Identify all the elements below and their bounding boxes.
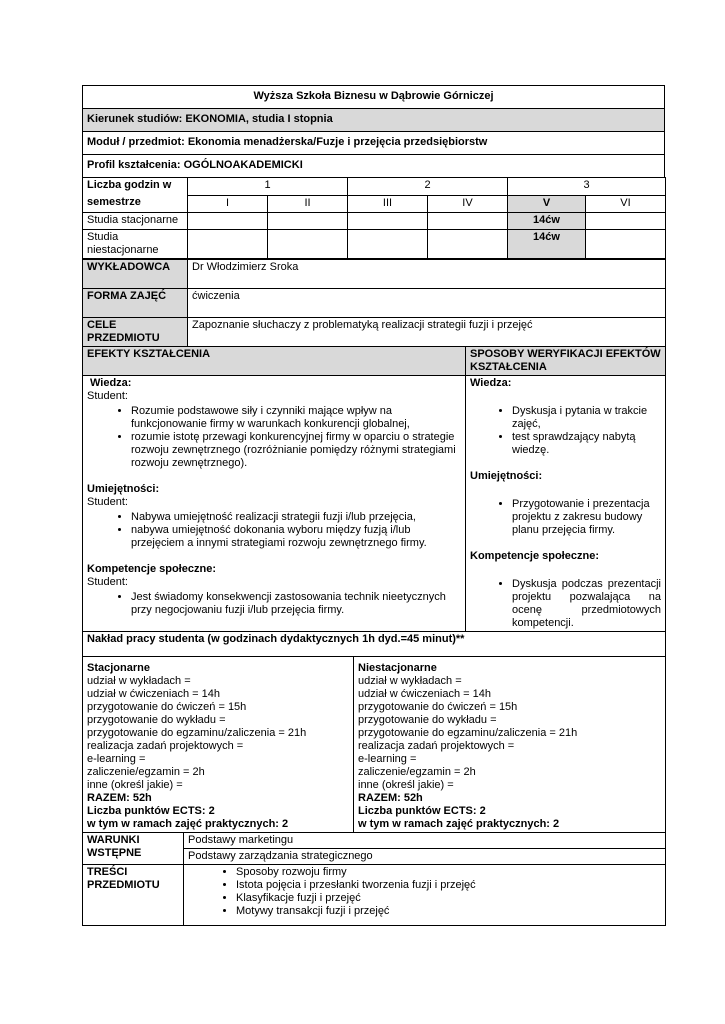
row-stacjonarne-label: Studia stacjonarne: [83, 213, 188, 230]
cell: [188, 213, 268, 230]
umiejetnosci-verif-list: [470, 498, 661, 537]
list-item: • Dyskusja podczas prezentacji projektu pozwalająca na ocenę przedmiotowych kompetencji.: [512, 578, 661, 630]
warunki-value: [184, 833, 666, 865]
cell-stacjonarne-v: 14ćw: [508, 213, 586, 230]
efekty-content: [83, 376, 466, 632]
year-3: 3: [508, 178, 666, 196]
semester-6: VI: [586, 195, 666, 213]
wiedza-verif-list: [470, 405, 661, 457]
workload-line: udział w wykładach =: [87, 675, 191, 687]
wykladowca-label: WYKŁADOWCA: [83, 259, 188, 289]
naklad-niestacjonarne: [354, 661, 666, 833]
list-item: • rozumie istotę przewagi konkurencyjnej firmy w oparciu o strategie rozwoju zewnętrznego (rozróżnianie pomiędzy różnymi strategiami rozwoju zewnętrznego).: [131, 431, 461, 470]
ects: Liczba punktów ECTS: 2: [358, 805, 486, 817]
workload-line: udział w ćwiczeniach = 14h: [358, 688, 491, 700]
cell: [586, 213, 666, 230]
workload-line: e-learning =: [87, 753, 146, 765]
workload-line: przygotowanie do ćwiczeń = 15h: [87, 701, 247, 713]
wykladowca-value: Dr Włodzimierz Sroka: [188, 259, 666, 289]
tresci-table: [82, 832, 666, 926]
weryfikacja-content: [466, 376, 666, 632]
cell: [348, 213, 428, 230]
naklad-header: Nakład pracy studenta (w godzinach dydaktycznych 1h dyd.=45 minut)**: [83, 632, 666, 657]
cele-label: CELE PRZEDMIOTU: [83, 318, 188, 347]
list-item: • Klasyfikacje fuzji i przejęć: [236, 892, 661, 905]
workload-line: przygotowanie do wykładu =: [358, 714, 497, 726]
wiedza-list: [87, 405, 461, 470]
forma-value: ćwiczenia: [188, 289, 666, 318]
razem: RAZEM: 52h: [87, 792, 152, 804]
list-item: • nabywa umiejętność dokonania wyboru między fuzją i/lub przejęciem a innymi strategiami rozwoju zewnętrznego firmy.: [131, 524, 461, 550]
workload-line: realizacja zadań projektowych =: [87, 740, 244, 752]
umiejetnosci-list: [87, 511, 461, 550]
warunki-label-2: WSTĘPNE: [87, 847, 142, 859]
profil-row: Profil kształcenia: OGÓLNOAKADEMICKI: [83, 155, 665, 178]
praktyczne: w tym w ramach zajęć praktycznych: 2: [87, 818, 289, 830]
warunki-label: [83, 833, 184, 865]
cell: [428, 213, 508, 230]
year-1: 1: [188, 178, 348, 196]
cell: [428, 230, 508, 259]
cell: [268, 230, 348, 259]
list-item: • Jest świadomy konsekwencji zastosowania technik nieetycznych przy negocjowaniu fuzji i/lub przejęcia firmy.: [131, 591, 461, 617]
cell: [188, 230, 268, 259]
warunek-line: Podstawy zarządzania strategicznego: [188, 850, 373, 862]
workload-line: zaliczenie/egzamin = 2h: [358, 766, 476, 778]
tresci-label-2: PRZEDMIOTU: [87, 879, 160, 891]
list-item: • Istota pojęcia i przesłanki tworzenia fuzji i przejęć: [236, 879, 661, 892]
semester-5: V: [508, 195, 586, 213]
student-label: Student:: [87, 496, 128, 508]
kompetencje-verif-list: [470, 578, 661, 630]
list-item: • Motywy transakcji fuzji i przejęć: [236, 905, 661, 918]
list-item: • Nabywa umiejętność realizacji strategii fuzji i/lub przejęcia,: [131, 511, 461, 524]
workload-line: e-learning =: [358, 753, 417, 765]
wiedza-label: Wiedza:: [90, 377, 132, 389]
year-2: 2: [348, 178, 508, 196]
ects: Liczba punktów ECTS: 2: [87, 805, 215, 817]
hours-label-2: semestrze: [83, 195, 188, 213]
workload-line: inne (określ jakie) =: [87, 779, 183, 791]
workload-line: udział w ćwiczeniach = 14h: [87, 688, 220, 700]
stacjonarne-title: Stacjonarne: [87, 662, 150, 674]
workload-line: realizacja zadań projektowych =: [358, 740, 515, 752]
workload-line: zaliczenie/egzamin = 2h: [87, 766, 205, 778]
workload-line: udział w wykładach =: [358, 675, 462, 687]
tresci-value: [184, 865, 666, 926]
cell: [586, 230, 666, 259]
umiejetnosci-verif-label: Umiejętności:: [470, 470, 543, 482]
kompetencje-verif-label: Kompetencje społeczne:: [470, 550, 599, 562]
list-item: • Rozumie podstawowe siły i czynniki mające wpływ na funkcjonowanie firmy w warunkach konkurencji globalnej,: [131, 405, 461, 431]
workload-line: przygotowanie do ćwiczeń = 15h: [358, 701, 518, 713]
student-label: Student:: [87, 390, 128, 402]
razem: RAZEM: 52h: [358, 792, 423, 804]
workload-line: przygotowanie do wykładu =: [87, 714, 226, 726]
kompetencje-label: Kompetencje społeczne:: [87, 563, 216, 575]
header-table: [82, 85, 665, 178]
efekty-table: [82, 346, 666, 632]
cell: [348, 230, 428, 259]
naklad-table: [82, 631, 666, 833]
semester-4: IV: [428, 195, 508, 213]
wiedza-verif-label: Wiedza:: [470, 377, 512, 389]
forma-label: FORMA ZAJĘĆ: [83, 289, 188, 318]
semester-1: I: [188, 195, 268, 213]
niestacjonarne-title: Niestacjonarne: [358, 662, 437, 674]
tresci-label-1: TREŚCI: [87, 866, 128, 878]
tresci-label: [83, 865, 184, 926]
umiejetnosci-label: Umiejętności:: [87, 483, 160, 495]
cele-value: Zapoznanie słuchaczy z problematyką realizacji strategii fuzji i przejęć: [188, 318, 666, 347]
list-item: • Dyskusja i pytania w trakcie zajęć,: [512, 405, 661, 431]
kierunek-row: Kierunek studiów: EKONOMIA, studia I stopnia: [83, 109, 665, 132]
workload-line: przygotowanie do egzaminu/zaliczenia = 21h: [358, 727, 578, 739]
semester-2: II: [268, 195, 348, 213]
cell: [268, 213, 348, 230]
workload-line: przygotowanie do egzaminu/zaliczenia = 21h: [87, 727, 307, 739]
hours-table: [82, 177, 666, 259]
praktyczne: w tym w ramach zajęć praktycznych: 2: [358, 818, 560, 830]
info-table: [82, 258, 666, 347]
syllabus-sheet: [82, 85, 665, 926]
semester-3: III: [348, 195, 428, 213]
row-niestacjonarne-label: Studia niestacjonarne: [83, 230, 188, 259]
weryfikacja-header: SPOSOBY WERYFIKACJI EFEKTÓW KSZTAŁCENIA: [466, 347, 666, 376]
modul-row: Moduł / przedmiot: Ekonomia menadżerska/Fuzje i przejęcia przedsiębiorstw: [83, 132, 665, 155]
tresci-list: [188, 866, 661, 918]
cell-niestacjonarne-v: 14ćw: [508, 230, 586, 259]
list-item: • test sprawdzający nabytą wiedzę.: [512, 431, 661, 457]
warunek-line: Podstawy marketingu: [184, 833, 665, 849]
student-label: Student:: [87, 576, 128, 588]
school-name: Wyższa Szkoła Biznesu w Dąbrowie Górniczej: [83, 86, 665, 109]
hours-label-1: Liczba godzin w: [83, 178, 188, 196]
naklad-stacjonarne: [83, 661, 354, 833]
warunki-label-1: WARUNKI: [87, 834, 140, 846]
workload-line: inne (określ jakie) =: [358, 779, 454, 791]
list-item: • Sposoby rozwoju firmy: [236, 866, 661, 879]
efekty-header: EFEKTY KSZTAŁCENIA: [83, 347, 466, 376]
kompetencje-list: [87, 591, 461, 617]
list-item: • Przygotowanie i prezentacja projektu z zakresu budowy planu przejęcia firmy.: [512, 498, 661, 537]
